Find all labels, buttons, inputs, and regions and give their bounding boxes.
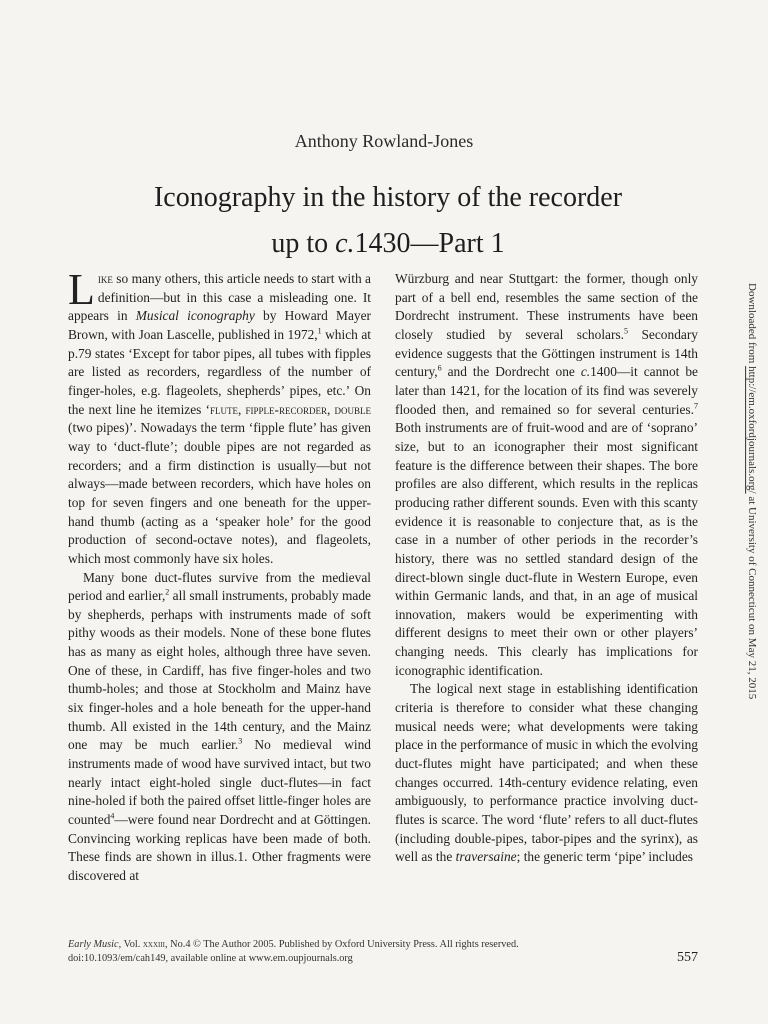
text-run: (two pipes)’. Nowadays the term ‘fipple flute’ has given way to ‘duct-flute’; double pipes are not regarded as recorders; and a firm distinction is usually—but not always—made between recorders, which have holes on top for seven fingers and one beneath for the upper-hand thumb (acting as a ‘speaker hole’ for the good production of second-octave notes), and flageolets, which most commonly have six holes. [68,420,371,566]
right-column [395,270,698,867]
sidenote-post: at University of Connecticut on May 21, 2015 [746,493,758,700]
text-run: , No.4 © The Author 2005. Published by Oxford University Press. All rights reserved. [165,939,519,950]
footer-line-2: doi:10.1093/em/cah149, available online at www.em.oupjournals.org [68,953,353,964]
footnote-ref[interactable]: 4 [110,811,115,821]
sidenote-pre: Downloaded from [746,283,758,367]
drop-cap: L [68,265,95,314]
author-name: Anthony Rowland-Jones [294,131,474,151]
article-title [70,175,706,267]
text-run: all small instruments, probably made by shepherds, perhaps with instruments made of soft pithy woods as their models. None of these bone flutes has as many as eight holes, although three have seven. One of these, in Cardiff, has five finger-holes and two thumb-holes; and those at Stockholm and Mainz have six finger-holes and a hole beneath for the upper-hand thumb. All existed in the 14th century, and the Mainz one may be much earlier. [68,588,371,753]
text-run: so many others, this article needs to start with a definition—but in this case a misleading one. It appears in [68,271,371,324]
footnote-ref[interactable]: 6 [437,363,442,373]
title-line-2-post: 1430—Part 1 [354,228,505,259]
text-run: by Howard Mayer Brown, with Joan Lascelle, published in 1972, [68,308,371,342]
volume-number: xxxiii [142,939,166,950]
text-run: Many bone duct-flutes survive from the medieval period and earlier, [68,569,371,604]
text-run: Würzburg and near Stuttgart: the former, though only part of a bell end, resembles the same section of the Dordrecht instrument. These instruments have been closely studied by several scholars. [395,271,698,342]
title-line-1: Iconography in the history of the recorder [153,182,623,213]
circa: c. [580,364,591,380]
footer-line-1 [68,938,628,952]
text-run: which at p.79 states ‘Except for tabor pipes, all tubes with fipples are listed as recorders, regardless of the number of finger-holes, e.g. flageolets, shepherds’ pipes, etc.’ On the next line he itemizes ‘ [68,326,371,417]
italic-term: traversaine [455,849,517,865]
text-run: Secondary evidence suggests that the Göttingen instrument is 14th century, [395,326,698,380]
title-line-2-pre: up to [271,228,336,259]
title-line-2 [70,221,706,267]
download-sidenote [746,283,758,699]
right-paragraph-1 [395,270,698,680]
text-run: , Vol. [118,939,143,950]
left-column [68,265,371,886]
title-circa: c. [335,228,355,259]
page-number: 557 [677,950,698,965]
text-run: Both instruments are of fruit-wood and are of ‘soprano’ size, but to an iconographer their most significant feature is the difference between their shapes. The bore profiles are also different, which results in the replicas producing rather different sounds. Even with this scanty evidence it is reasonable to conjecture that, as is the case in a number of other periods in the recorder’s history, there was no settled standard design of the direct-blown single duct-flute in Western Europe, even within Germanic lands, and that, in an age of musical innovation, makers would be experimenting with different designs to meet their own or other players’ changing needs. This clearly has implications for iconographic identification. [395,420,698,678]
download-link[interactable]: http://em.oxfordjournals.org/ [746,366,758,494]
text-run: ; the generic term ‘pipe’ includes [516,849,693,865]
footnote-ref[interactable]: 1 [317,326,322,336]
text-run: and the Dordrecht one [441,364,581,380]
footnote-ref[interactable]: 7 [694,401,698,411]
text-run: No medieval wind instruments made of wood have survived intact, but two nearly intact eight-holed single duct-flutes—in fact nine-holed if both the paired offset little-finger holes are counted [68,737,371,828]
left-paragraph-2 [68,569,371,886]
text-run: —were found near Dordrecht and at Göttingen. Convincing working replicas have been made of both. These finds are shown in illus.1. Other fragments were discovered at [68,812,371,883]
left-paragraph-1 [68,265,371,569]
footnote-ref[interactable]: 5 [624,326,628,336]
journal-footer [68,938,628,966]
footnote-ref[interactable]: 3 [238,736,243,746]
journal-name: Early Music [68,939,119,950]
right-paragraph-2 [395,680,698,867]
footnote-ref[interactable]: 2 [165,587,170,597]
smallcaps-lead: ike [97,271,113,286]
text-run: The logical next stage in establishing identification criteria is therefore to consider what these changing musical needs were; what developments were taking place in the performance of music in which the evolving duct-flutes might have participated; and when these changes occurred. 14th-century evidence relating, even ambiguously, to performance practice involving duct-flutes is scarce. The word ‘flute’ refers to all duct-flutes (including double-pipes, tabor-pipes and the syrinx), as well as the [395,681,698,865]
smallcaps-terms: flute, fipple-recorder, double [210,401,371,417]
book-title: Musical iconography [135,308,255,324]
text-run: 1400—it cannot be later than 1421, for the location of its find was severely flooded then, and remained so for several centuries. [395,364,698,417]
